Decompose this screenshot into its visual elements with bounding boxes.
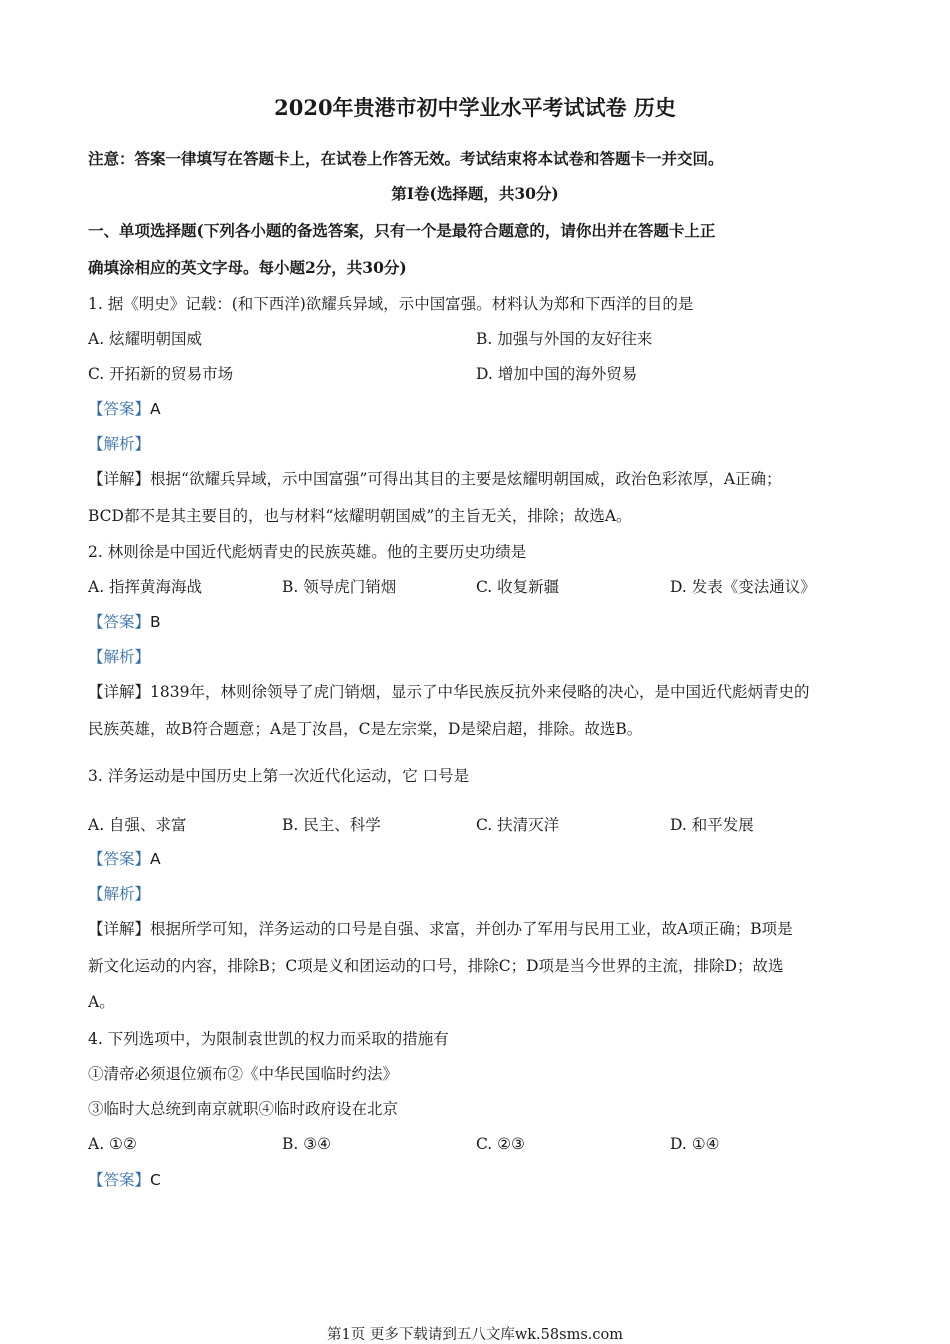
question-1-stem: 1. 据《明史》记载：(和下西洋)欲耀兵异域，示中国富强。材料认为郑和下西洋的目的是 [88,295,694,313]
question-1-option-d: D. 增加中国的海外贸易 [476,365,638,383]
question-3-option-d: D. 和平发展 [670,816,754,834]
question-1-option-a: A. 炫耀明朝国威 [88,330,203,348]
question-1-answer [88,400,161,419]
question-1-detail-line-2: BCD都不是其主要目的，也与材料“炫耀明朝国威”的主旨无关，排除；故选A。 [88,507,632,525]
question-2-option-b: B. 领导虎门销烟 [282,578,397,596]
answer-label: 【答案】 [88,850,151,868]
answer-label: 【答案】 [88,1171,151,1189]
question-1-option-c: C. 开拓新的贸易市场 [88,365,234,383]
answer-value: C [150,1171,161,1189]
question-1-detail-line-1 [88,470,782,489]
question-2-detail-line-2: 民族英雄，故B符合题意；A是丁汝昌，C是左宗棠，D是梁启超，排除。故选B。 [88,720,643,738]
section-heading-line-1: 一、单项选择题(下列各小题的备选答案，只有一个是最符合题意的，请你出并在答题卡上正 [88,221,716,240]
question-2-option-d: D. 发表《变法通议》 [670,578,816,596]
detail-label: 【详解】 [88,683,151,701]
question-4-option-a: A. ①② [88,1135,137,1153]
answer-label: 【答案】 [88,400,151,418]
detail-label: 【详解】 [88,470,151,488]
detail-text: 根据“欲耀兵异域，示中国富强”可得出其目的主要是炫耀明朝国威，政治色彩浓厚，A正确； [150,470,782,488]
question-2-analysis-label: 【解析】 [88,648,151,666]
detail-label: 【详解】 [88,920,151,938]
question-1-analysis-label: 【解析】 [88,435,151,453]
page-title: 2020年贵港市初中学业水平考试试卷 历史 [274,95,676,120]
page-footer: 第1页 更多下载请到五八文库wk.58sms.com [327,1327,623,1343]
question-3-option-a: A. 自强、求富 [88,816,187,834]
answer-label: 【答案】 [88,613,151,631]
detail-text: 根据所学可知，洋务运动的口号是自强、求富，并创办了军用与民用工业，故A项正确；B项是 [150,920,793,938]
question-4-item-line-1: ①清帝必须退位颁布②《中华民国临时约法》 [88,1065,399,1083]
part-heading: 第I卷(选择题，共30分) [391,184,559,203]
notice: 注意：答案一律填写在答题卡上，在试卷上作答无效。考试结束将本试卷和答题卡一并交回。 [88,149,724,168]
question-2-stem: 2. 林则徐是中国近代彪炳青史的民族英雄。他的主要历史功绩是 [88,543,527,561]
answer-value: A [150,850,161,868]
detail-text: 1839年，林则徐领导了虎门销烟，显示了中华民族反抗外来侵略的决心，是中国近代彪炳青史的 [150,683,810,701]
question-4-stem: 4. 下列选项中，为限制袁世凯的权力而采取的措施有 [88,1030,449,1048]
question-3-detail-line-1 [88,920,793,939]
question-4-answer [88,1171,161,1190]
section-heading-line-2: 确填涂相应的英文字母。每小题2分，共30分) [88,258,407,277]
question-4-item-line-2: ③临时大总统到南京就职④临时政府设在北京 [88,1100,399,1118]
answer-value: B [150,613,161,631]
question-2-option-a: A. 指挥黄海海战 [88,578,203,596]
question-3-answer [88,850,161,869]
question-2-detail-line-1 [88,683,809,702]
question-3-detail-line-3: A。 [88,993,115,1011]
question-3-analysis-label: 【解析】 [88,885,151,903]
question-4-option-b: B. ③④ [282,1135,332,1153]
question-4-option-c: C. ②③ [476,1135,525,1153]
question-3-stem: 3. 洋务运动是中国历史上第一次近代化运动，它 口号是 [88,767,470,785]
question-4-option-d: D. ①④ [670,1135,720,1153]
question-3-option-b: B. 民主、科学 [282,816,381,834]
question-1-option-b: B. 加强与外国的友好往来 [476,330,653,348]
question-2-option-c: C. 收复新疆 [476,578,560,596]
question-3-detail-line-2: 新文化运动的内容，排除B；C项是义和团运动的口号，排除C；D项是当今世界的主流，排除D；故选 [88,957,784,975]
question-2-answer [88,613,161,632]
question-3-option-c: C. 扶清灭洋 [476,816,560,834]
answer-value: A [150,400,161,418]
